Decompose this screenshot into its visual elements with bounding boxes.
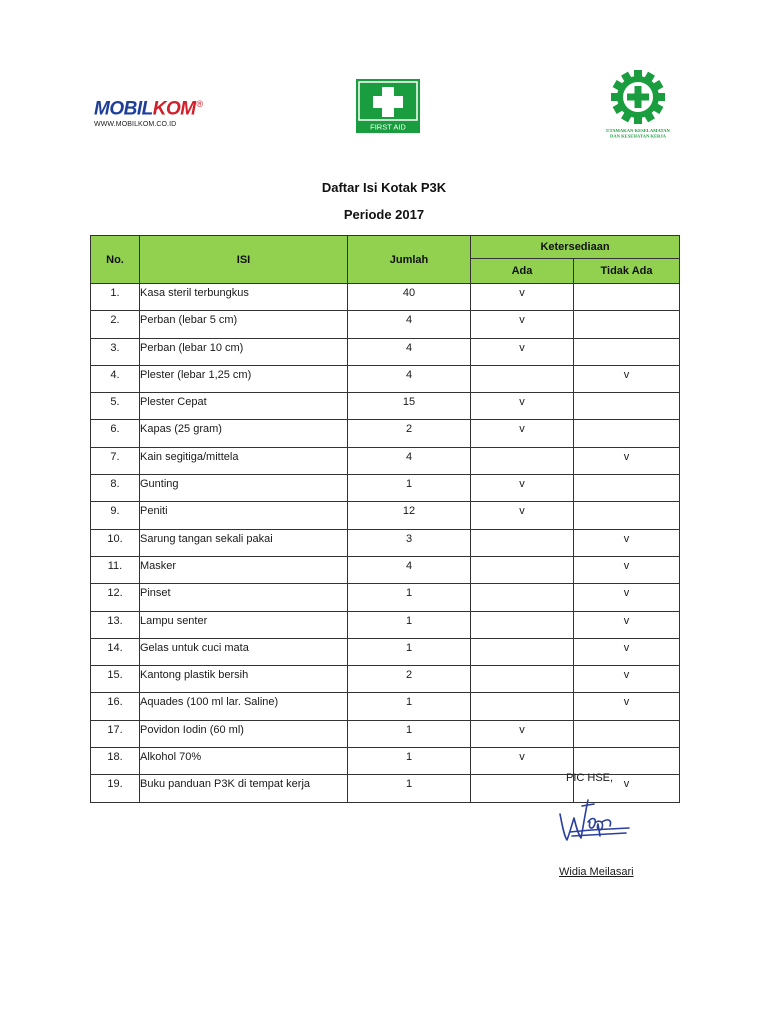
table-row	[91, 420, 680, 447]
table-row	[91, 284, 680, 311]
p3k-inventory-table	[90, 235, 680, 803]
cell-tidak-ada: v	[574, 556, 680, 583]
cell-isi: Gunting	[140, 475, 348, 502]
cell-no: 6.	[91, 420, 140, 447]
cell-ada: v	[471, 475, 574, 502]
mobilkom-brand	[94, 94, 203, 119]
cell-tidak-ada: v	[574, 693, 680, 720]
cell-tidak-ada	[574, 393, 680, 420]
cell-isi: Alkohol 70%	[140, 748, 348, 775]
cell-isi: Kasa steril terbungkus	[140, 284, 348, 311]
cell-no: 17.	[91, 720, 140, 747]
brand-part-kom: KOM	[152, 98, 196, 120]
cell-ada	[471, 556, 574, 583]
table-row	[91, 611, 680, 638]
cell-no: 13.	[91, 611, 140, 638]
col-header-no: No.	[91, 236, 140, 284]
cell-tidak-ada	[574, 748, 680, 775]
first-aid-logo	[356, 79, 420, 133]
cell-jumlah: 12	[348, 502, 471, 529]
cell-jumlah: 4	[348, 556, 471, 583]
cell-tidak-ada	[574, 338, 680, 365]
table-row	[91, 311, 680, 338]
cell-jumlah: 4	[348, 311, 471, 338]
cell-isi: Gelas untuk cuci mata	[140, 638, 348, 665]
table-row	[91, 748, 680, 775]
cell-ada: v	[471, 338, 574, 365]
table-row	[91, 638, 680, 665]
cell-ada: v	[471, 748, 574, 775]
cell-jumlah: 3	[348, 529, 471, 556]
signature-mark	[552, 792, 632, 852]
cell-tidak-ada: v	[574, 611, 680, 638]
cell-no: 18.	[91, 748, 140, 775]
signer-name: Widia Meilasari	[559, 866, 634, 878]
cell-isi: Pinset	[140, 584, 348, 611]
cell-no: 5.	[91, 393, 140, 420]
cell-isi: Perban (lebar 10 cm)	[140, 338, 348, 365]
cell-isi: Kapas (25 gram)	[140, 420, 348, 447]
table-row	[91, 447, 680, 474]
cell-no: 4.	[91, 365, 140, 392]
cell-isi: Plester (lebar 1,25 cm)	[140, 365, 348, 392]
cell-tidak-ada	[574, 311, 680, 338]
cell-jumlah: 1	[348, 611, 471, 638]
cell-no: 9.	[91, 502, 140, 529]
cell-isi: Povidon Iodin (60 ml)	[140, 720, 348, 747]
cell-ada	[471, 529, 574, 556]
brand-part-mobil: MOBIL	[94, 98, 153, 120]
cell-jumlah: 40	[348, 284, 471, 311]
table-row	[91, 556, 680, 583]
cell-isi: Sarung tangan sekali pakai	[140, 529, 348, 556]
cell-tidak-ada: v	[574, 775, 680, 802]
cell-jumlah: 4	[348, 338, 471, 365]
cell-jumlah: 1	[348, 775, 471, 802]
table-row	[91, 529, 680, 556]
k3-gear-cross-icon	[598, 70, 678, 140]
cell-tidak-ada	[574, 720, 680, 747]
document-title: Daftar Isi Kotak P3K	[321, 180, 447, 195]
col-header-isi: ISI	[140, 236, 348, 284]
cell-ada: v	[471, 720, 574, 747]
table-row	[91, 393, 680, 420]
cell-tidak-ada: v	[574, 666, 680, 693]
document-subtitle: Periode 2017	[343, 207, 425, 222]
cell-ada	[471, 666, 574, 693]
cell-ada	[471, 638, 574, 665]
col-header-ada: Ada	[471, 259, 574, 284]
cell-no: 15.	[91, 666, 140, 693]
cell-no: 10.	[91, 529, 140, 556]
first-aid-label: FIRST AID	[370, 122, 406, 132]
cell-no: 8.	[91, 475, 140, 502]
table-row	[91, 584, 680, 611]
cell-jumlah: 1	[348, 475, 471, 502]
mobilkom-logo	[94, 94, 203, 128]
cell-jumlah: 4	[348, 447, 471, 474]
table-row	[91, 502, 680, 529]
cell-no: 2.	[91, 311, 140, 338]
cell-jumlah: 1	[348, 720, 471, 747]
cell-ada: v	[471, 284, 574, 311]
cell-tidak-ada: v	[574, 365, 680, 392]
cell-no: 11.	[91, 556, 140, 583]
cell-jumlah: 1	[348, 638, 471, 665]
cell-ada: v	[471, 311, 574, 338]
signature-role: PIC HSE,	[566, 772, 614, 784]
cell-no: 12.	[91, 584, 140, 611]
cell-tidak-ada: v	[574, 447, 680, 474]
cell-isi: Plester Cepat	[140, 393, 348, 420]
cell-isi: Aquades (100 ml lar. Saline)	[140, 693, 348, 720]
cell-no: 14.	[91, 638, 140, 665]
cell-jumlah: 2	[348, 666, 471, 693]
table-row	[91, 693, 680, 720]
cell-ada	[471, 584, 574, 611]
cell-ada	[471, 365, 574, 392]
cell-jumlah: 1	[348, 584, 471, 611]
cell-isi: Masker	[140, 556, 348, 583]
cell-isi: Kain segitiga/mittela	[140, 447, 348, 474]
cell-tidak-ada: v	[574, 529, 680, 556]
table-row	[91, 666, 680, 693]
cell-tidak-ada	[574, 420, 680, 447]
cell-jumlah: 1	[348, 693, 471, 720]
cell-no: 16.	[91, 693, 140, 720]
cell-jumlah: 1	[348, 748, 471, 775]
cell-isi: Perban (lebar 5 cm)	[140, 311, 348, 338]
cell-ada: v	[471, 393, 574, 420]
col-header-ketersediaan: Ketersediaan	[471, 236, 680, 259]
mobilkom-website: WWW.MOBILKOM.CO.ID	[94, 121, 177, 129]
cell-ada: v	[471, 502, 574, 529]
cell-no: 1.	[91, 284, 140, 311]
col-header-tidak-ada: Tidak Ada	[574, 259, 680, 284]
cell-ada	[471, 693, 574, 720]
cell-ada	[471, 611, 574, 638]
cell-jumlah: 15	[348, 393, 471, 420]
cell-no: 19.	[91, 775, 140, 802]
cell-jumlah: 2	[348, 420, 471, 447]
cell-tidak-ada: v	[574, 584, 680, 611]
table-row	[91, 720, 680, 747]
cell-isi: Kantong plastik bersih	[140, 666, 348, 693]
cell-tidak-ada	[574, 502, 680, 529]
first-aid-cross-icon	[356, 79, 420, 133]
cell-jumlah: 4	[348, 365, 471, 392]
cell-no: 3.	[91, 338, 140, 365]
cell-isi: Peniti	[140, 502, 348, 529]
cell-ada	[471, 447, 574, 474]
cell-tidak-ada: v	[574, 638, 680, 665]
table-row	[91, 475, 680, 502]
cell-no: 7.	[91, 447, 140, 474]
table-row	[91, 338, 680, 365]
k3-logo	[598, 70, 678, 140]
table-row	[91, 365, 680, 392]
cell-tidak-ada	[574, 284, 680, 311]
cell-tidak-ada	[574, 475, 680, 502]
cell-isi: Buku panduan P3K di tempat kerja	[140, 775, 348, 802]
k3-slogan-line2: DAN KESEHATAN KERJA	[610, 133, 666, 139]
k3-slogan-line1: UTAMAKAN KESELAMATAN	[606, 128, 670, 133]
cell-ada: v	[471, 420, 574, 447]
registered-mark: ®	[196, 99, 203, 109]
cell-isi: Lampu senter	[140, 611, 348, 638]
col-header-jumlah: Jumlah	[348, 236, 471, 284]
